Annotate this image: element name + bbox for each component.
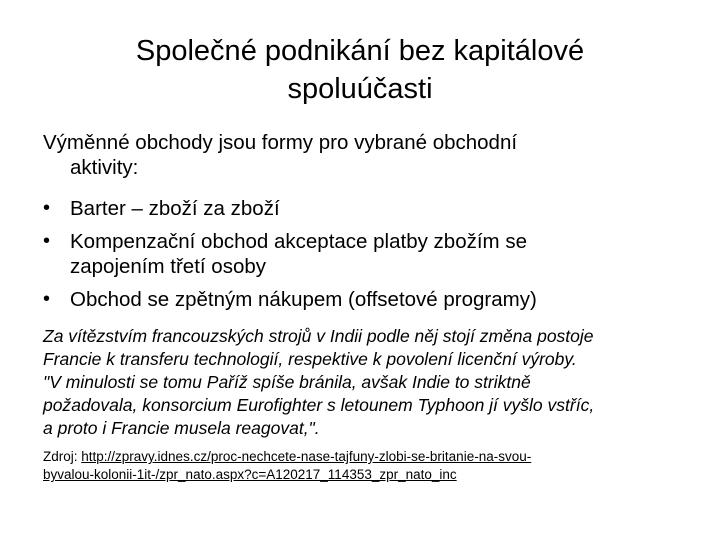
- source-link[interactable]: http://zpravy.idnes.cz/proc-nechcete-nase-tajfuny-zlobi-se-britanie-na-svou-: [81, 449, 532, 464]
- bullet-icon: •: [43, 230, 51, 252]
- slide-title-line-1: Společné podnikání bez kapitálové: [135, 35, 585, 67]
- bullet-text: Barter – zboží za zboží: [70, 197, 280, 220]
- intro-paragraph: [43, 130, 683, 180]
- source-line-2: [43, 466, 683, 484]
- quote-line: "V minulosti se tomu Paříž spíše bránila, avšak Indie to striktně: [43, 372, 531, 392]
- quote-line: Francie k transferu technologií, respektive k povolení licenční výroby.: [43, 349, 577, 369]
- intro-line-2: aktivity:: [70, 156, 139, 179]
- quote-paragraph: [43, 325, 703, 440]
- bullet-list: [43, 196, 693, 320]
- slide-title-line-2: spoluúčasti: [287, 73, 433, 105]
- quote-line: požadovala, konsorcium Eurofighter s letounem Typhoon jí vyšlo vstříc,: [43, 395, 595, 415]
- bullet-text: Obchod se zpětným nákupem (offsetové programy): [70, 288, 537, 311]
- slide-title: [60, 32, 660, 108]
- bullet-icon: •: [43, 288, 51, 310]
- quote-line: a proto i Francie musela reagovat,".: [43, 418, 320, 438]
- bullet-text: Kompenzační obchod akceptace platby zbožím se: [70, 230, 527, 253]
- bullet-icon: •: [43, 197, 51, 219]
- source-link-continued[interactable]: byvalou-kolonii-1it-/zpr_nato.aspx?c=A120217_114353_zpr_nato_inc: [43, 467, 457, 482]
- bullet-text-continued: zapojením třetí osoby: [70, 255, 266, 278]
- quote-line: Za vítězstvím francouzských strojů v Indii podle něj stojí změna postoje: [43, 326, 594, 346]
- source-label: Zdroj:: [43, 449, 82, 464]
- bullet-item-kompenzace: [43, 229, 693, 279]
- bullet-item-offset: [43, 287, 693, 312]
- bullet-item-barter: [43, 196, 693, 221]
- source-line-1: [43, 448, 683, 466]
- intro-line-1: Výměnné obchody jsou formy pro vybrané obchodní: [43, 131, 518, 154]
- source-citation: [43, 448, 683, 484]
